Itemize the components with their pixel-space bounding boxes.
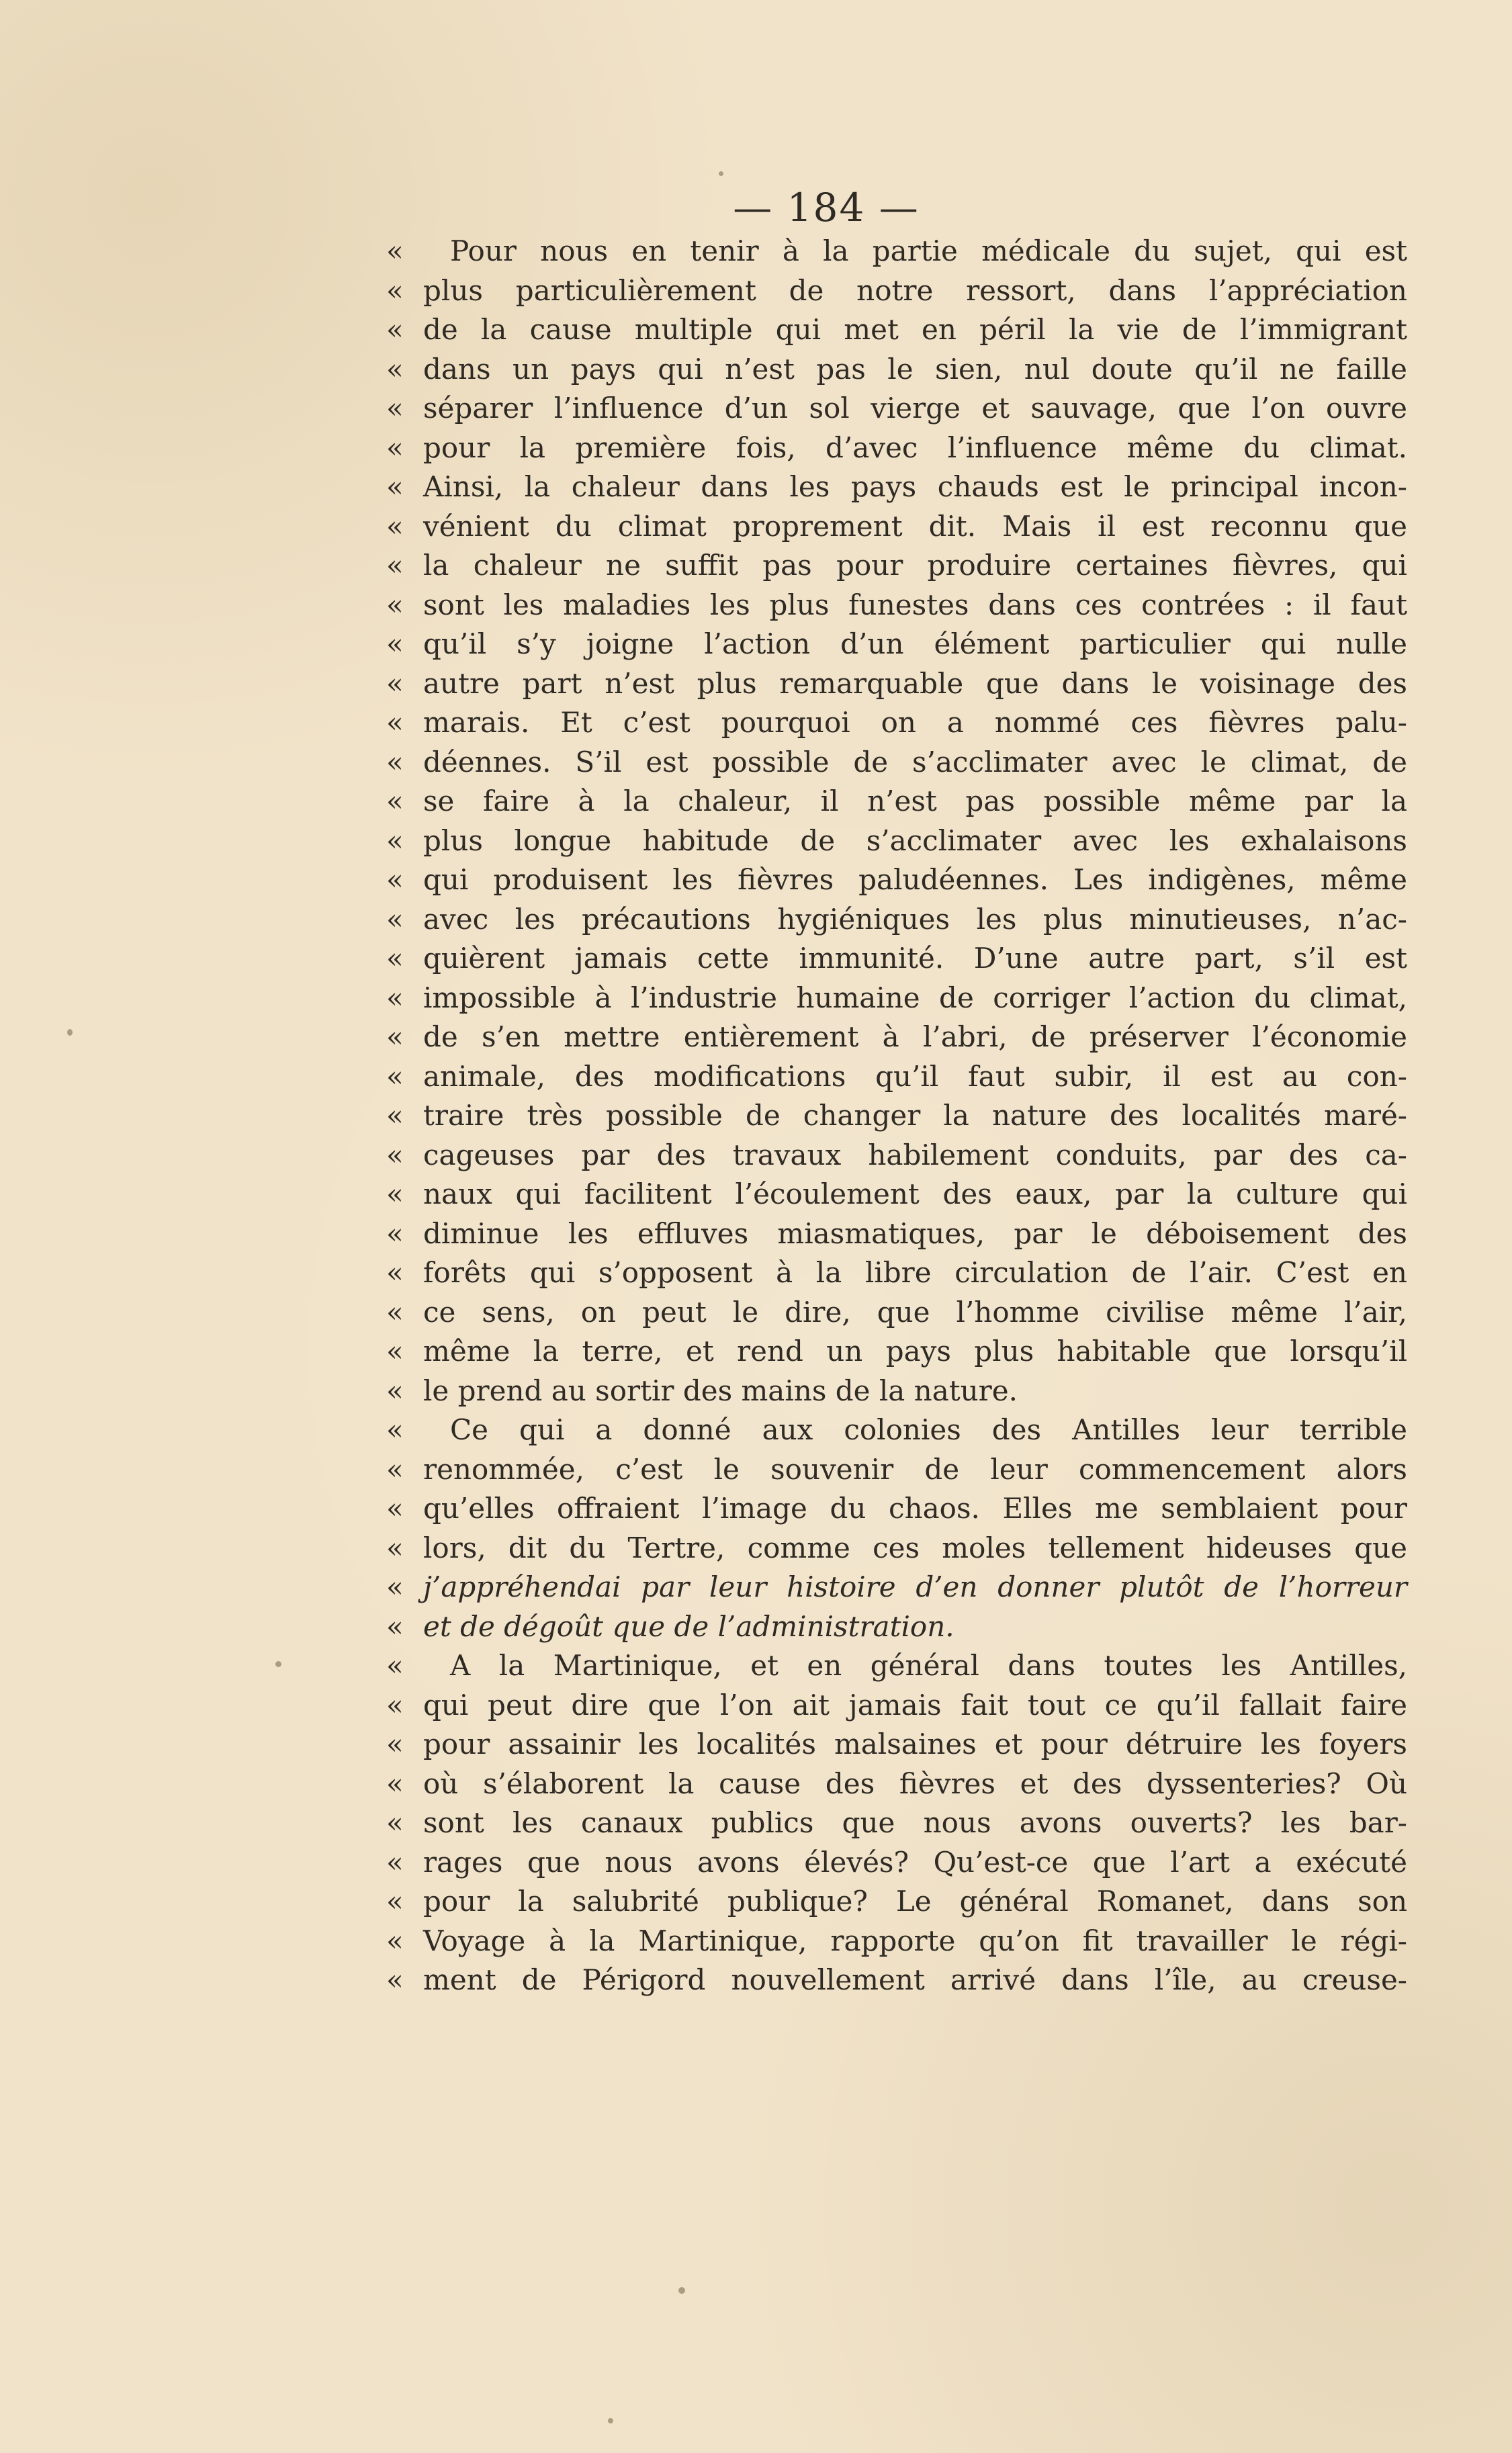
text-line <box>386 1725 1407 1765</box>
quote-mark: « <box>386 1177 404 1210</box>
text-line <box>386 664 1407 704</box>
text-line <box>386 625 1407 664</box>
line-text: qu’il s’y joigne l’action d’un élément particulier qui nulle <box>423 627 1407 660</box>
quote-mark: « <box>386 1570 404 1603</box>
quote-mark: « <box>386 1138 404 1171</box>
line-text: déennes. S’il est possible de s’acclimater avec le climat, de <box>423 745 1407 778</box>
text-line <box>386 1607 1407 1647</box>
quote-mark: « <box>386 1609 404 1643</box>
quote-mark: « <box>386 1256 404 1289</box>
line-text: ment de Périgord nouvellement arrivé dans l’île, au creuse- <box>423 1963 1407 1996</box>
paper-speck <box>719 171 723 176</box>
text-line <box>386 1332 1407 1372</box>
line-text: impossible à l’industrie humaine de corriger l’action du climat, <box>423 981 1407 1014</box>
line-text: avec les précautions hygiéniques les plus minutieuses, n’ac- <box>423 902 1407 936</box>
text-line <box>386 1253 1407 1293</box>
quote-mark: « <box>386 785 404 817</box>
quote-mark: « <box>386 981 404 1014</box>
text-line <box>386 271 1407 311</box>
quote-mark: « <box>386 1885 404 1918</box>
text-line <box>386 1450 1407 1490</box>
line-text: quièrent jamais cette immunité. D’une autre part, s’il est <box>423 942 1407 975</box>
quote-mark: « <box>386 1649 404 1682</box>
quote-mark: « <box>386 431 404 464</box>
text-line <box>386 782 1407 821</box>
line-text: vénient du climat proprement dit. Mais il est reconnu que <box>423 509 1407 543</box>
text-line <box>386 1018 1407 1057</box>
line-text: qui produisent les fièvres paludéennes. Les indigènes, même <box>423 863 1407 896</box>
text-line <box>386 1646 1407 1686</box>
text-line <box>386 939 1407 979</box>
body-text <box>386 232 1407 2000</box>
line-text: Voyage à la Martinique, rapporte qu’on fit travailler le régi- <box>423 1924 1407 1957</box>
quote-mark: « <box>386 234 404 267</box>
line-text: Ce qui a donné aux colonies des Antilles leur terrible <box>450 1413 1407 1446</box>
quote-mark: « <box>386 470 404 503</box>
text-line <box>386 1411 1407 1450</box>
line-text: forêts qui s’opposent à la libre circulation de l’air. C’est en <box>423 1256 1407 1289</box>
text-line <box>386 1489 1407 1529</box>
line-text: j’appréhendai par leur histoire d’en donner plutôt de l’horreur <box>423 1570 1407 1603</box>
line-text: rages que nous avons élevés? Qu’est-ce que l’art a exécuté <box>423 1845 1407 1879</box>
quote-mark: « <box>386 313 404 346</box>
text-line <box>386 1765 1407 1804</box>
text-line <box>386 1843 1407 1883</box>
text-line <box>386 232 1407 271</box>
line-text: sont les maladies les plus funestes dans ces contrées : il faut <box>423 588 1407 621</box>
quote-mark: « <box>386 627 404 660</box>
quote-mark: « <box>386 352 404 386</box>
text-line <box>386 1922 1407 1961</box>
quote-mark: « <box>386 1335 404 1368</box>
quote-mark: « <box>386 1963 404 1996</box>
line-text: le prend au sortir des mains de la nature. <box>423 1374 1018 1407</box>
line-text: A la Martinique, et en général dans toutes les Antilles, <box>450 1649 1407 1682</box>
line-text: plus particulièrement de notre ressort, dans l’appréciation <box>423 273 1407 307</box>
text-line <box>386 1568 1407 1607</box>
quote-mark: « <box>386 392 404 425</box>
quote-mark: « <box>386 1924 404 1957</box>
text-line <box>386 1529 1407 1568</box>
text-line <box>386 1057 1407 1097</box>
text-line <box>386 900 1407 940</box>
page-number: — 184 — <box>733 185 920 230</box>
line-text: traire très possible de changer la nature des localités maré- <box>423 1099 1407 1132</box>
text-line <box>386 1372 1407 1411</box>
text-line <box>386 507 1407 547</box>
line-text: lors, dit du Tertre, comme ces moles tellement hideuses que <box>423 1531 1407 1564</box>
quote-mark: « <box>386 1688 404 1722</box>
line-text: marais. Et c’est pourquoi on a nommé ces fièvres palu- <box>423 706 1407 739</box>
line-text: autre part n’est plus remarquable que dans le voisinage des <box>423 666 1407 700</box>
text-line <box>386 860 1407 900</box>
text-line <box>386 546 1407 586</box>
quote-mark: « <box>386 1531 404 1564</box>
quote-mark: « <box>386 1728 404 1760</box>
line-text: Pour nous en tenir à la partie médicale du sujet, qui est <box>450 234 1407 267</box>
text-line <box>386 821 1407 861</box>
text-line <box>386 586 1407 625</box>
text-line <box>386 703 1407 743</box>
text-line <box>386 350 1407 390</box>
line-text: ce sens, on peut le dire, que l’homme civilise même l’air, <box>423 1295 1407 1329</box>
quote-mark: « <box>386 823 404 857</box>
quote-mark: « <box>386 1845 404 1879</box>
text-line <box>386 1136 1407 1175</box>
paper-speck <box>275 1661 281 1667</box>
text-line <box>386 1293 1407 1333</box>
line-text: qu’elles offraient l’image du chaos. Elles me semblaient pour <box>423 1492 1407 1525</box>
line-text: la chaleur ne suffit pas pour produire certaines fièvres, qui <box>423 549 1407 582</box>
text-line <box>386 1803 1407 1843</box>
text-line <box>386 1096 1407 1136</box>
quote-mark: « <box>386 1059 404 1093</box>
text-line <box>386 1882 1407 1922</box>
text-line <box>386 979 1407 1018</box>
text-line <box>386 1686 1407 1726</box>
quote-mark: « <box>386 1492 404 1525</box>
paper-speck <box>67 1029 73 1036</box>
quote-mark: « <box>386 1452 404 1486</box>
quote-mark: « <box>386 1374 404 1407</box>
line-text: plus longue habitude de s’acclimater avec les exhalaisons <box>423 823 1407 857</box>
line-text: pour la première fois, d’avec l’influence même du climat. <box>423 431 1407 464</box>
quote-mark: « <box>386 588 404 621</box>
quote-mark: « <box>386 273 404 307</box>
quote-mark: « <box>386 942 404 975</box>
line-text: dans un pays qui n’est pas le sien, nul doute qu’il ne faille <box>423 352 1407 386</box>
line-text: et de dégoût que de l’administration. <box>423 1609 954 1643</box>
paper-speck <box>678 2287 685 2294</box>
quote-mark: « <box>386 549 404 582</box>
text-line <box>386 1175 1407 1214</box>
quote-mark: « <box>386 863 404 896</box>
line-text: où s’élaborent la cause des fièvres et des dyssenteries? Où <box>423 1767 1407 1800</box>
quote-mark: « <box>386 1767 404 1800</box>
line-text: diminue les effluves miasmatiques, par le déboisement des <box>423 1216 1407 1250</box>
quote-mark: « <box>386 1020 404 1053</box>
line-text: naux qui facilitent l’écoulement des eaux, par la culture qui <box>423 1177 1407 1210</box>
text-line <box>386 743 1407 783</box>
line-text: de s’en mettre entièrement à l’abri, de préserver l’économie <box>423 1020 1407 1053</box>
text-line <box>386 1961 1407 2000</box>
line-text: pour assainir les localités malsaines et pour détruire les foyers <box>423 1728 1407 1760</box>
line-text: même la terre, et rend un pays plus habitable que lorsqu’il <box>423 1335 1407 1368</box>
quote-mark: « <box>386 902 404 936</box>
quote-mark: « <box>386 745 404 778</box>
text-line <box>386 467 1407 507</box>
text-line <box>386 389 1407 429</box>
line-text: pour la salubrité publique? Le général Romanet, dans son <box>423 1885 1407 1918</box>
line-text: cageuses par des travaux habilement conduits, par des ca- <box>423 1138 1407 1171</box>
quote-mark: « <box>386 666 404 700</box>
text-line <box>386 1214 1407 1254</box>
line-text: renommée, c’est le souvenir de leur commencement alors <box>423 1452 1407 1486</box>
line-text: qui peut dire que l’on ait jamais fait tout ce qu’il fallait faire <box>423 1688 1407 1722</box>
quote-mark: « <box>386 1295 404 1329</box>
quote-mark: « <box>386 706 404 739</box>
quote-mark: « <box>386 509 404 543</box>
line-text: Ainsi, la chaleur dans les pays chauds est le principal incon- <box>423 470 1407 503</box>
paper-speck <box>608 2418 613 2423</box>
line-text: de la cause multiple qui met en péril la vie de l’immigrant <box>423 313 1407 346</box>
text-line <box>386 429 1407 468</box>
text-line <box>386 310 1407 350</box>
line-text: se faire à la chaleur, il n’est pas possible même par la <box>423 785 1407 817</box>
line-text: animale, des modifications qu’il faut subir, il est au con- <box>423 1059 1407 1093</box>
quote-mark: « <box>386 1806 404 1839</box>
line-text: sont les canaux publics que nous avons ouverts? les bar- <box>423 1806 1407 1839</box>
quote-mark: « <box>386 1413 404 1446</box>
quote-mark: « <box>386 1099 404 1132</box>
line-text: séparer l’influence d’un sol vierge et sauvage, que l’on ouvre <box>423 392 1407 425</box>
quote-mark: « <box>386 1216 404 1250</box>
